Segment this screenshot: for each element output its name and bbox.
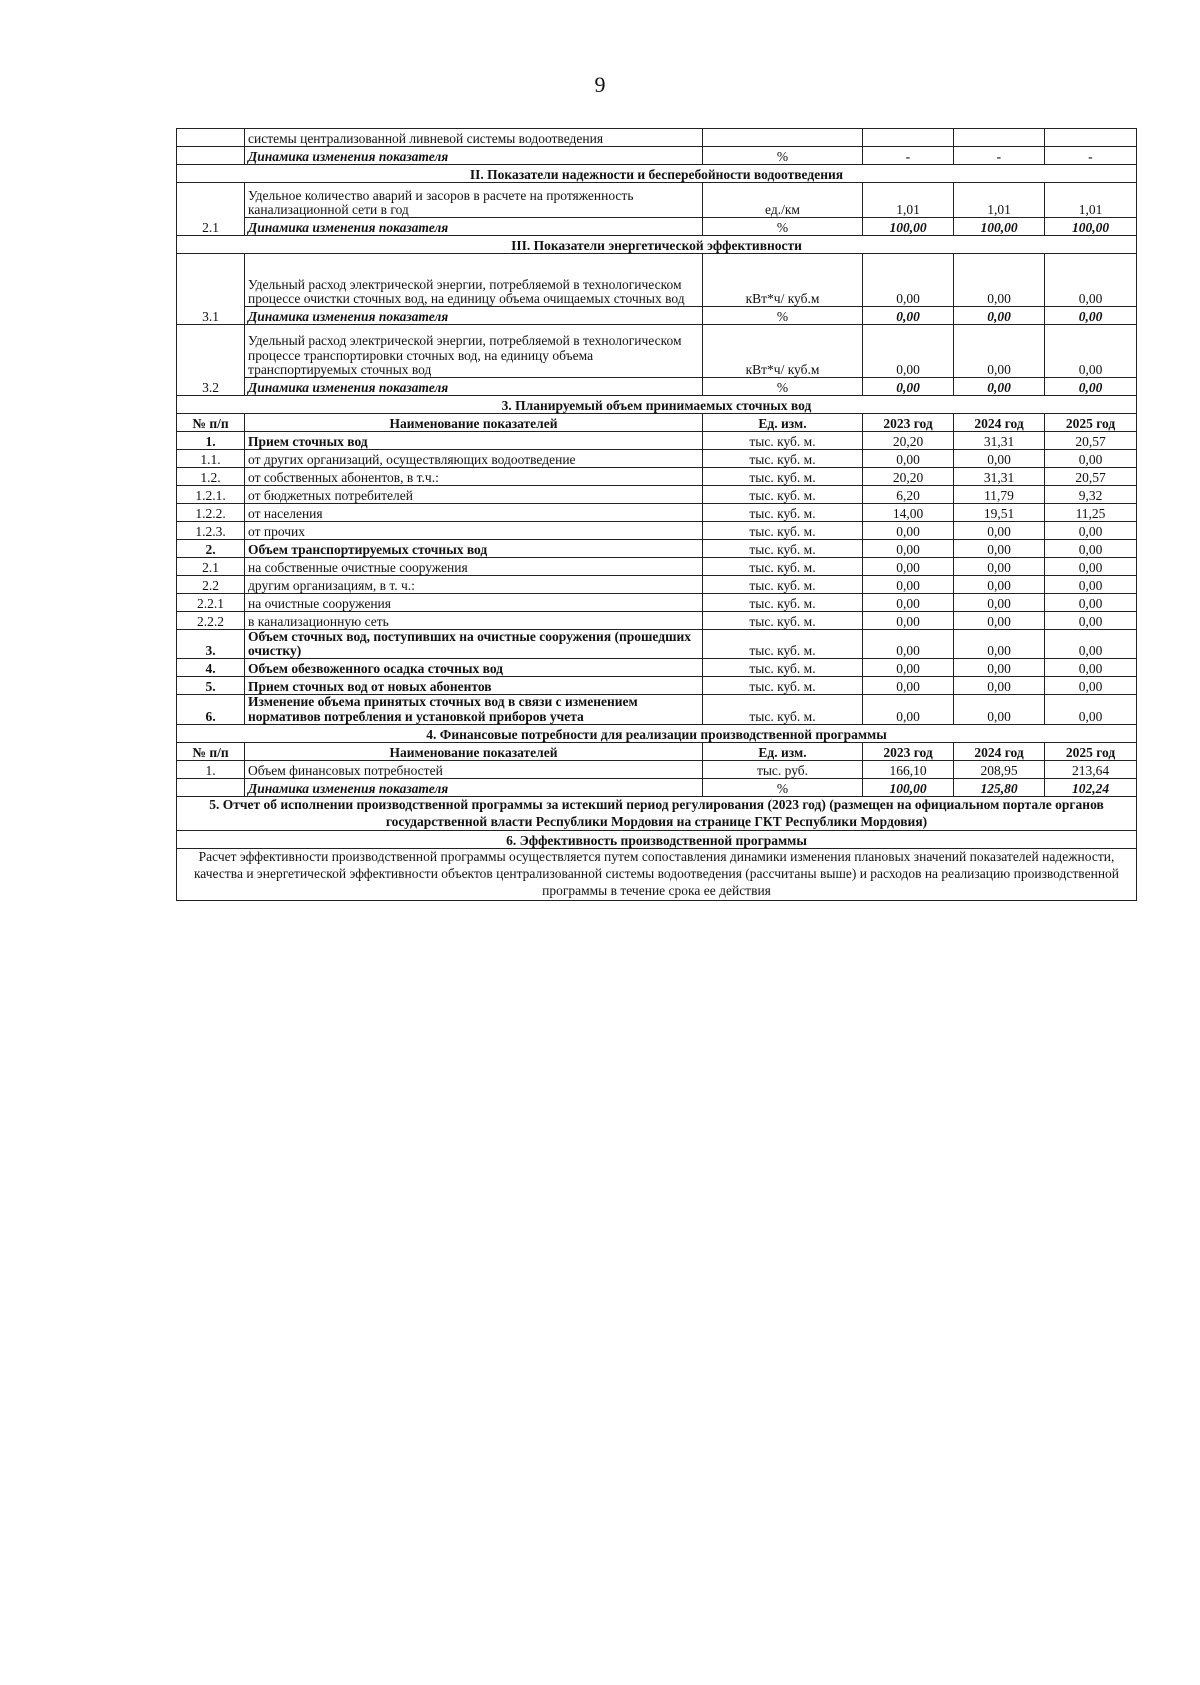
section-title-energy: III. Показатели энергетической эффективности xyxy=(177,236,1137,254)
table-row xyxy=(177,540,1137,558)
section-title-finance: 4. Финансовые потребности для реализации производственной программы xyxy=(177,724,1137,742)
unit-cell: % xyxy=(703,147,863,165)
value-2023: 0,00 xyxy=(863,540,954,558)
indicator-name: Объем обезвоженного осадка сточных вод xyxy=(245,659,703,677)
value-2023: 0,00 xyxy=(863,378,954,396)
value-2025: 11,25 xyxy=(1045,504,1137,522)
value-2024: 0,00 xyxy=(954,558,1045,576)
unit-cell: тыс. куб. м. xyxy=(703,504,863,522)
value-2023: 6,20 xyxy=(863,486,954,504)
value-2023: 0,00 xyxy=(863,576,954,594)
value-2024: 0,00 xyxy=(954,576,1045,594)
row-number: 2.2.2 xyxy=(177,612,245,630)
indicator-name: в канализационную сеть xyxy=(245,612,703,630)
row-number: 1. xyxy=(177,760,245,778)
section-title-volume: 3. Планируемый объем принимаемых сточных вод xyxy=(177,396,1137,414)
value-2024: 0,00 xyxy=(954,378,1045,396)
indicator-name: Динамика изменения показателя xyxy=(245,218,703,236)
table-row xyxy=(177,612,1137,630)
header-year-2023: 2023 год xyxy=(863,414,954,432)
row-number: 1. xyxy=(177,432,245,450)
dynamics-row xyxy=(177,147,1137,165)
table-row xyxy=(177,432,1137,450)
header-unit: Ед. изм. xyxy=(703,742,863,760)
table-row xyxy=(177,659,1137,677)
value-2025: 20,57 xyxy=(1045,468,1137,486)
row-number xyxy=(177,778,245,796)
indicator-name: Объем сточных вод, поступивших на очистные сооружения (прошедших очистку) xyxy=(245,630,703,659)
indicator-name: Объем транспортируемых сточных вод xyxy=(245,540,703,558)
row-number: 3.2 xyxy=(177,325,245,396)
unit-cell: тыс. куб. м. xyxy=(703,540,863,558)
value-2023 xyxy=(863,129,954,147)
value-2023: 0,00 xyxy=(863,677,954,695)
indicator-name: от бюджетных потребителей xyxy=(245,486,703,504)
value-2024: 1,01 xyxy=(954,183,1045,218)
value-2023: 0,00 xyxy=(863,325,954,378)
value-2023: 0,00 xyxy=(863,659,954,677)
indicator-name: Удельный расход электрической энергии, потребляемой в технологическом процессе транспортировки сточных вод, на единицу объема транспортируемых сточных вод xyxy=(245,325,703,378)
indicator-name: Удельный расход электрической энергии, потребляемой в технологическом процессе очистки сточных вод, на единицу объема очищаемых сточных вод xyxy=(245,254,703,307)
value-2025: 0,00 xyxy=(1045,576,1137,594)
dynamics-row xyxy=(177,218,1137,236)
unit-cell: % xyxy=(703,307,863,325)
value-2023: 0,00 xyxy=(863,307,954,325)
table-row xyxy=(177,504,1137,522)
header-name: Наименование показателей xyxy=(245,742,703,760)
unit-cell: % xyxy=(703,218,863,236)
table-row xyxy=(177,450,1137,468)
value-2025: 102,24 xyxy=(1045,778,1137,796)
indicator-name: другим организациям, в т. ч.: xyxy=(245,576,703,594)
value-2023: - xyxy=(863,147,954,165)
value-2024: - xyxy=(954,147,1045,165)
value-2025: 0,00 xyxy=(1045,522,1137,540)
unit-cell: тыс. куб. м. xyxy=(703,695,863,724)
value-2025: 0,00 xyxy=(1045,659,1137,677)
value-2024: 0,00 xyxy=(954,540,1045,558)
value-2023: 0,00 xyxy=(863,695,954,724)
row-number: 1.2.1. xyxy=(177,486,245,504)
dynamics-row xyxy=(177,307,1137,325)
value-2024: 0,00 xyxy=(954,695,1045,724)
indicator-name: Объем финансовых потребностей xyxy=(245,760,703,778)
indicator-name: от собственных абонентов, в т.ч.: xyxy=(245,468,703,486)
table-row xyxy=(177,325,1137,378)
table-row xyxy=(177,558,1137,576)
value-2024: 19,51 xyxy=(954,504,1045,522)
value-2023: 100,00 xyxy=(863,778,954,796)
table-row xyxy=(177,849,1137,901)
row-number: 5. xyxy=(177,677,245,695)
value-2024: 0,00 xyxy=(954,325,1045,378)
unit-cell: тыс. куб. м. xyxy=(703,450,863,468)
table-row xyxy=(177,468,1137,486)
value-2023: 0,00 xyxy=(863,612,954,630)
value-2024: 100,00 xyxy=(954,218,1045,236)
table-row xyxy=(177,522,1137,540)
row-number: 2. xyxy=(177,540,245,558)
value-2025: 0,00 xyxy=(1045,612,1137,630)
table-header-row xyxy=(177,414,1137,432)
value-2024: 0,00 xyxy=(954,450,1045,468)
value-2023: 0,00 xyxy=(863,450,954,468)
value-2024: 208,95 xyxy=(954,760,1045,778)
row-number: 2.1 xyxy=(177,558,245,576)
row-number: 1.2. xyxy=(177,468,245,486)
dynamics-row xyxy=(177,378,1137,396)
unit-cell: тыс. куб. м. xyxy=(703,677,863,695)
value-2024: 11,79 xyxy=(954,486,1045,504)
value-2023: 20,20 xyxy=(863,468,954,486)
row-number: 6. xyxy=(177,695,245,724)
row-number: 1.2.2. xyxy=(177,504,245,522)
unit-cell: тыс. куб. м. xyxy=(703,558,863,576)
value-2024: 125,80 xyxy=(954,778,1045,796)
section-heading xyxy=(177,165,1137,183)
dynamics-row xyxy=(177,778,1137,796)
value-2024: 0,00 xyxy=(954,307,1045,325)
unit-cell: % xyxy=(703,778,863,796)
value-2024: 31,31 xyxy=(954,432,1045,450)
indicator-name: Удельное количество аварий и засоров в расчете на протяженность канализационной сети в год xyxy=(245,183,703,218)
unit-cell: тыс. куб. м. xyxy=(703,468,863,486)
value-2025: 0,00 xyxy=(1045,325,1137,378)
value-2023: 0,00 xyxy=(863,522,954,540)
value-2025 xyxy=(1045,129,1137,147)
header-unit: Ед. изм. xyxy=(703,414,863,432)
value-2025: 0,00 xyxy=(1045,558,1137,576)
table-row xyxy=(177,486,1137,504)
value-2023: 100,00 xyxy=(863,218,954,236)
table-row xyxy=(177,594,1137,612)
row-number: 2.2.1 xyxy=(177,594,245,612)
table-row xyxy=(177,576,1137,594)
value-2024: 0,00 xyxy=(954,630,1045,659)
unit-cell: тыс. куб. м. xyxy=(703,486,863,504)
table-header-row xyxy=(177,742,1137,760)
value-2023: 1,01 xyxy=(863,183,954,218)
row-number: 1.1. xyxy=(177,450,245,468)
row-number xyxy=(177,147,245,165)
section-heading xyxy=(177,831,1137,849)
unit-cell xyxy=(703,129,863,147)
indicator-name: Изменение объема принятых сточных вод в связи с изменением нормативов потребления и установкой приборов учета xyxy=(245,695,703,724)
value-2025: 0,00 xyxy=(1045,695,1137,724)
table-row xyxy=(177,254,1137,307)
indicator-name: системы централизованной ливневой системы водоотведения xyxy=(245,129,703,147)
value-2025: - xyxy=(1045,147,1137,165)
value-2025: 0,00 xyxy=(1045,540,1137,558)
value-2025: 0,00 xyxy=(1045,630,1137,659)
indicator-name: на собственные очистные сооружения xyxy=(245,558,703,576)
header-name: Наименование показателей xyxy=(245,414,703,432)
row-number: 2.2 xyxy=(177,576,245,594)
unit-cell: тыс. руб. xyxy=(703,760,863,778)
unit-cell: тыс. куб. м. xyxy=(703,576,863,594)
section-title-reliability: II. Показатели надежности и бесперебойности водоотведения xyxy=(177,165,1137,183)
section-heading xyxy=(177,724,1137,742)
value-2024: 0,00 xyxy=(954,522,1045,540)
row-number: 3. xyxy=(177,630,245,659)
header-year-2023: 2023 год xyxy=(863,742,954,760)
indicator-name: от населения xyxy=(245,504,703,522)
value-2025: 0,00 xyxy=(1045,254,1137,307)
table-row xyxy=(177,760,1137,778)
indicator-name: Прием сточных вод от новых абонентов xyxy=(245,677,703,695)
row-number xyxy=(177,129,245,147)
header-year-2025: 2025 год xyxy=(1045,742,1137,760)
value-2023: 0,00 xyxy=(863,630,954,659)
value-2024: 0,00 xyxy=(954,594,1045,612)
section-heading xyxy=(177,396,1137,414)
value-2024: 0,00 xyxy=(954,677,1045,695)
row-number: 1.2.3. xyxy=(177,522,245,540)
unit-cell: тыс. куб. м. xyxy=(703,432,863,450)
indicator-name: от других организаций, осуществляющих водоотведение xyxy=(245,450,703,468)
value-2023: 0,00 xyxy=(863,254,954,307)
table-row xyxy=(177,695,1137,724)
value-2023: 0,00 xyxy=(863,594,954,612)
row-number: 4. xyxy=(177,659,245,677)
indicator-name: Прием сточных вод xyxy=(245,432,703,450)
section-heading xyxy=(177,236,1137,254)
unit-cell: тыс. куб. м. xyxy=(703,522,863,540)
unit-cell: ед./км xyxy=(703,183,863,218)
value-2023: 14,00 xyxy=(863,504,954,522)
value-2025: 0,00 xyxy=(1045,594,1137,612)
value-2025: 0,00 xyxy=(1045,307,1137,325)
unit-cell: кВт*ч/ куб.м xyxy=(703,254,863,307)
value-2025: 20,57 xyxy=(1045,432,1137,450)
value-2024: 31,31 xyxy=(954,468,1045,486)
row-number: 2.1 xyxy=(177,183,245,236)
table-row xyxy=(177,183,1137,218)
value-2025: 100,00 xyxy=(1045,218,1137,236)
indicator-name: Динамика изменения показателя xyxy=(245,378,703,396)
section-title-report: 5. Отчет об исполнении производственной программы за истекший период регулирования (2023 год) (размещен на официальном портале органов государственной власти Республики Мордовия на странице ГКТ Республики Мордовия) xyxy=(177,796,1137,831)
value-2025: 1,01 xyxy=(1045,183,1137,218)
header-year-2024: 2024 год xyxy=(954,742,1045,760)
volume-table-body xyxy=(177,432,1137,725)
value-2024 xyxy=(954,129,1045,147)
section-title-efficiency: 6. Эффективность производственной программы xyxy=(177,831,1137,849)
production-program-table xyxy=(176,128,1137,901)
unit-cell: тыс. куб. м. xyxy=(703,612,863,630)
indicator-name: от прочих xyxy=(245,522,703,540)
value-2025: 0,00 xyxy=(1045,450,1137,468)
value-2025: 9,32 xyxy=(1045,486,1137,504)
value-2023: 166,10 xyxy=(863,760,954,778)
section-heading xyxy=(177,796,1137,831)
table-row xyxy=(177,129,1137,147)
unit-cell: % xyxy=(703,378,863,396)
unit-cell: тыс. куб. м. xyxy=(703,630,863,659)
header-num: № п/п xyxy=(177,742,245,760)
table-row xyxy=(177,677,1137,695)
indicator-name: на очистные сооружения xyxy=(245,594,703,612)
value-2025: 213,64 xyxy=(1045,760,1137,778)
row-number: 3.1 xyxy=(177,254,245,325)
table-row xyxy=(177,630,1137,659)
indicator-name: Динамика изменения показателя xyxy=(245,778,703,796)
indicator-name: Динамика изменения показателя xyxy=(245,147,703,165)
unit-cell: кВт*ч/ куб.м xyxy=(703,325,863,378)
header-year-2024: 2024 год xyxy=(954,414,1045,432)
value-2025: 0,00 xyxy=(1045,378,1137,396)
header-year-2025: 2025 год xyxy=(1045,414,1137,432)
header-num: № п/п xyxy=(177,414,245,432)
unit-cell: тыс. куб. м. xyxy=(703,659,863,677)
value-2023: 0,00 xyxy=(863,558,954,576)
unit-cell: тыс. куб. м. xyxy=(703,594,863,612)
efficiency-text: Расчет эффективности производственной программы осуществляется путем сопоставления динамики изменения плановых значений показателей надежности, качества и энергетической эффективности объектов централизованной системы водоотведения (рассчитаны выше) и расходов на реализацию производственной программы в течение срока ее действия xyxy=(177,849,1137,901)
value-2024: 0,00 xyxy=(954,612,1045,630)
value-2023: 20,20 xyxy=(863,432,954,450)
page-number: 9 xyxy=(594,72,606,97)
indicator-name: Динамика изменения показателя xyxy=(245,307,703,325)
value-2025: 0,00 xyxy=(1045,677,1137,695)
value-2024: 0,00 xyxy=(954,254,1045,307)
value-2024: 0,00 xyxy=(954,659,1045,677)
